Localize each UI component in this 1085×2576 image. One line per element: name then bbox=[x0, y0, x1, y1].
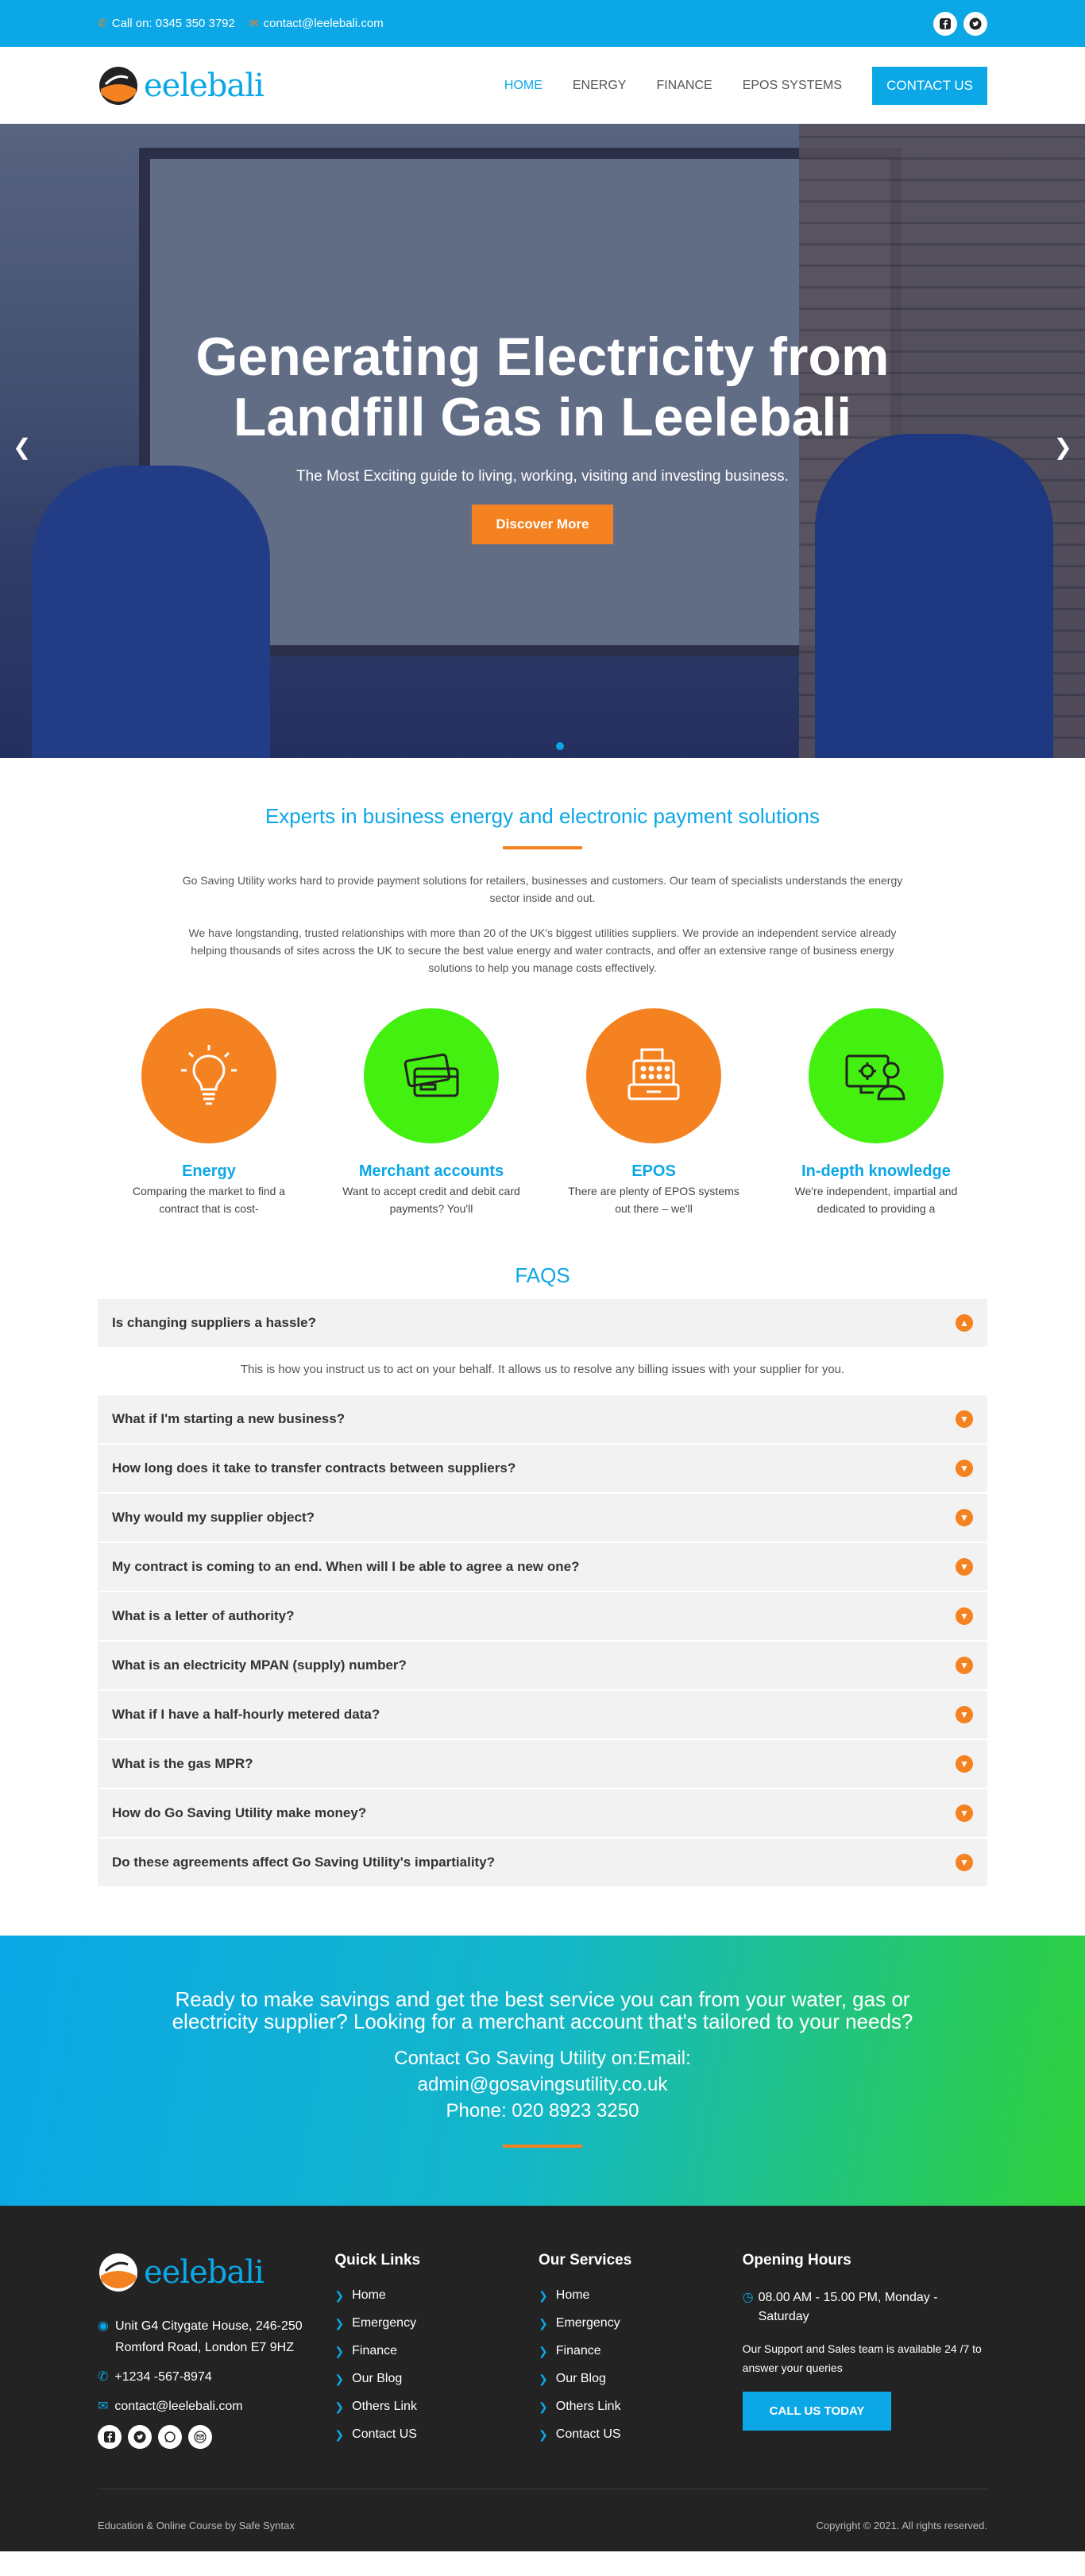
site-logo[interactable] bbox=[98, 65, 264, 106]
mail-icon[interactable] bbox=[188, 2425, 212, 2449]
feature-text: There are plenty of EPOS systems out there – we'll bbox=[568, 1185, 739, 1215]
site-footer bbox=[0, 2206, 1085, 2551]
facebook-icon[interactable] bbox=[933, 12, 957, 36]
faq-question[interactable] bbox=[98, 1642, 987, 1691]
top-contacts bbox=[98, 17, 384, 30]
footer-column-title: Opening Hours bbox=[742, 2252, 851, 2269]
footer-address: Unit G4 Citygate House, 246-250 Romford Road, London E7 9HZ bbox=[114, 2319, 303, 2354]
contact-us-button[interactable]: CONTACT US bbox=[872, 67, 987, 105]
faq-question-text: What is the gas MPR? bbox=[112, 1756, 253, 1771]
footer-link-label: Contact US bbox=[352, 2427, 417, 2441]
main-nav bbox=[504, 67, 987, 105]
faq-list bbox=[98, 1395, 987, 1888]
footer-bottom-bar bbox=[98, 2489, 987, 2532]
twitter-icon[interactable] bbox=[128, 2425, 152, 2449]
top-email[interactable] bbox=[249, 17, 384, 30]
nav-epos-systems[interactable]: EPOS SYSTEMS bbox=[742, 78, 843, 92]
footer-link-label: Others Link bbox=[555, 2400, 621, 2413]
faq-question[interactable] bbox=[98, 1740, 987, 1789]
footer-contact bbox=[98, 2315, 334, 2417]
feature-title: Energy bbox=[182, 1162, 236, 1180]
chevron-right-icon: ❯ bbox=[334, 2344, 345, 2357]
chevron-right-icon: ❯ bbox=[539, 2344, 548, 2357]
faq-question[interactable] bbox=[98, 1445, 987, 1494]
chevron-down-icon[interactable]: ▼ bbox=[956, 1607, 973, 1625]
chevron-down-icon[interactable]: ▼ bbox=[956, 1657, 973, 1674]
footer-link[interactable] bbox=[539, 2400, 743, 2414]
twitter-icon[interactable] bbox=[963, 12, 987, 36]
footer-link[interactable] bbox=[334, 2288, 539, 2303]
experts-heading: Experts in business energy and electronic payment solutions bbox=[264, 804, 821, 828]
hero-title-line1: Generating Electricity from bbox=[195, 327, 890, 387]
clock-icon: ◷ bbox=[742, 2291, 754, 2304]
chevron-down-icon[interactable]: ▼ bbox=[956, 1706, 973, 1723]
chevron-down-icon[interactable]: ▼ bbox=[956, 1410, 973, 1428]
discover-more-button[interactable]: Discover More bbox=[472, 505, 612, 544]
opening-hours-text: 08.00 AM - 15.00 PM, Monday - Saturday bbox=[758, 2291, 938, 2323]
top-email-text: contact@leelebali.com bbox=[263, 17, 384, 30]
footer-services bbox=[539, 2252, 743, 2455]
feature-title: EPOS bbox=[631, 1162, 676, 1180]
footer-credit: Education & Online Course by Safe Syntax bbox=[98, 2520, 295, 2532]
cash-register-icon bbox=[618, 1040, 689, 1112]
map-pin-icon: ◉ bbox=[98, 2319, 109, 2333]
facebook-icon[interactable] bbox=[98, 2425, 122, 2449]
features-row bbox=[98, 1008, 987, 1217]
footer-social bbox=[98, 2425, 334, 2449]
cta-phone: Phone: 020 8923 3250 bbox=[446, 2100, 639, 2122]
cta-contact-info bbox=[0, 2045, 1085, 2124]
footer-column-title: Quick Links bbox=[334, 2252, 421, 2269]
footer-logo[interactable] bbox=[98, 2252, 334, 2293]
footer-link-label: Contact US bbox=[555, 2427, 621, 2441]
chevron-down-icon[interactable]: ▼ bbox=[956, 1755, 973, 1773]
footer-link-label: Home bbox=[352, 2288, 386, 2302]
chevron-right-icon: ❯ bbox=[334, 2400, 345, 2413]
support-text: Our Support and Sales team is available 24 /7 to answer your queries bbox=[742, 2342, 982, 2374]
footer-opening-hours bbox=[743, 2252, 987, 2455]
lightbulb-icon bbox=[173, 1040, 245, 1112]
faq-question[interactable] bbox=[98, 1839, 987, 1888]
feature-energy[interactable] bbox=[98, 1008, 320, 1217]
faq-question-text: What is a letter of authority? bbox=[112, 1608, 295, 1623]
feature-title: In-depth knowledge bbox=[801, 1162, 951, 1180]
footer-link-label: Emergency bbox=[352, 2316, 417, 2330]
faq-question[interactable] bbox=[98, 1592, 987, 1642]
faq-question-text: Do these agreements affect Go Saving Utility's impartiality? bbox=[112, 1855, 496, 1870]
chevron-left-icon[interactable]: ❮ bbox=[13, 435, 32, 459]
footer-copyright: Copyright © 2021. All rights reserved. bbox=[816, 2520, 987, 2532]
faq-question[interactable] bbox=[98, 1543, 987, 1592]
chevron-right-icon: ❯ bbox=[539, 2400, 548, 2413]
footer-link[interactable] bbox=[334, 2316, 539, 2330]
footer-link-label: Others Link bbox=[352, 2400, 417, 2413]
chevron-down-icon[interactable]: ▼ bbox=[956, 1854, 973, 1871]
feature-merchant-accounts[interactable] bbox=[320, 1008, 542, 1217]
footer-link[interactable] bbox=[539, 2344, 743, 2358]
feature-text: Comparing the market to find a contract that is cost- bbox=[132, 1185, 286, 1215]
credit-card-icon bbox=[396, 1040, 467, 1112]
faq-question-text: How long does it take to transfer contracts between suppliers? bbox=[112, 1460, 516, 1476]
experts-paragraph-1: Go Saving Utility works hard to provide payment solutions for retailers, businesses and customers. Our team of specialists understands the energy sector inside and out. bbox=[182, 874, 903, 904]
faq-question-open[interactable] bbox=[98, 1299, 987, 1348]
chevron-down-icon[interactable]: ▼ bbox=[956, 1804, 973, 1822]
feature-title: Merchant accounts bbox=[358, 1162, 504, 1180]
cta-banner bbox=[0, 1936, 1085, 2206]
top-phone[interactable] bbox=[98, 17, 235, 30]
slider-dot[interactable] bbox=[556, 742, 564, 750]
footer-quick-links bbox=[334, 2252, 539, 2455]
nav-energy[interactable]: ENERGY bbox=[572, 78, 627, 92]
footer-link[interactable] bbox=[539, 2316, 743, 2330]
chevron-right-icon: ❯ bbox=[539, 2316, 548, 2330]
footer-link[interactable] bbox=[539, 2372, 743, 2386]
faq-question-text: Why would my supplier object? bbox=[112, 1510, 315, 1525]
feature-epos[interactable] bbox=[542, 1008, 765, 1217]
envelope-icon: ✉ bbox=[249, 17, 259, 29]
faq-question[interactable] bbox=[98, 1691, 987, 1740]
faq-question-text: What if I have a half-hourly metered data? bbox=[112, 1707, 380, 1722]
feature-in-depth-knowledge[interactable] bbox=[765, 1008, 987, 1217]
heading-divider bbox=[503, 846, 582, 849]
footer-about bbox=[98, 2252, 334, 2455]
cta-line-1: Contact Go Saving Utility on:Email: bbox=[394, 2048, 691, 2069]
faq-question-text: What if I'm starting a new business? bbox=[112, 1411, 346, 1426]
logo-text: eelebali bbox=[144, 2254, 264, 2291]
cta-divider bbox=[503, 2145, 582, 2148]
cta-email-link[interactable]: admin@gosavingsutility.co.uk bbox=[417, 2074, 668, 2095]
faq-question[interactable] bbox=[98, 1395, 987, 1445]
footer-link-label: Finance bbox=[555, 2344, 601, 2357]
faq-heading: FAQS bbox=[515, 1263, 570, 1287]
phone-icon: ✆ bbox=[98, 17, 107, 29]
footer-link-label: Home bbox=[555, 2288, 590, 2302]
hero-content bbox=[0, 327, 1085, 544]
cta-heading: Ready to make savings and get the best service you can from your water, gas or electricity supplier? Looking for a merchant account that's tailored to your needs? bbox=[172, 1987, 913, 2033]
footer-phone[interactable]: +1234 -567-8974 bbox=[114, 2370, 212, 2384]
top-phone-text: Call on: 0345 350 3792 bbox=[111, 17, 235, 30]
chevron-right-icon: ❯ bbox=[334, 2372, 345, 2385]
footer-link-label: Our Blog bbox=[555, 2372, 606, 2385]
chevron-right-icon[interactable]: ❯ bbox=[1053, 435, 1072, 459]
phone-icon: ✆ bbox=[98, 2370, 109, 2384]
footer-link-label: Our Blog bbox=[352, 2372, 403, 2385]
call-us-today-button[interactable]: CALL US TODAY bbox=[743, 2392, 892, 2431]
faq-question-text: Is changing suppliers a hassle? bbox=[112, 1315, 316, 1330]
footer-link[interactable] bbox=[334, 2372, 539, 2386]
expert-icon bbox=[840, 1040, 912, 1112]
logo-text: eelebali bbox=[144, 67, 264, 104]
footer-link[interactable] bbox=[334, 2344, 539, 2358]
feature-bubble bbox=[141, 1008, 276, 1143]
experts-paragraph-2: We have longstanding, trusted relationships with more than 20 of the UK's biggest utilities suppliers. We provide an independent service already helping thousands of sites across the UK to secure the best value energy and water contracts, and offer an extensive range of business energy solutions to help you manage costs effectively. bbox=[188, 926, 897, 974]
whatsapp-icon[interactable] bbox=[158, 2425, 182, 2449]
logo-mark-icon bbox=[98, 65, 139, 106]
feature-bubble bbox=[586, 1008, 721, 1143]
hero-title-line2: Landfill Gas in Leelebali bbox=[233, 387, 852, 447]
faq-question[interactable] bbox=[98, 1789, 987, 1839]
faq-question[interactable] bbox=[98, 1494, 987, 1543]
faq-question-text: My contract is coming to an end. When will I be able to agree a new one? bbox=[112, 1559, 580, 1574]
hero-slider bbox=[0, 124, 1085, 758]
chevron-down-icon[interactable]: ▼ bbox=[956, 1558, 973, 1576]
experts-section bbox=[0, 758, 1085, 1888]
footer-link[interactable] bbox=[334, 2427, 539, 2442]
nav-finance[interactable]: FINANCE bbox=[656, 78, 712, 92]
feature-bubble bbox=[809, 1008, 944, 1143]
chevron-down-icon[interactable]: ▼ bbox=[956, 1509, 973, 1526]
footer-link[interactable] bbox=[539, 2288, 743, 2303]
footer-email[interactable]: contact@leelebali.com bbox=[114, 2400, 243, 2413]
top-social bbox=[933, 12, 987, 36]
footer-link-label: Finance bbox=[352, 2344, 398, 2357]
envelope-icon: ✉ bbox=[98, 2400, 109, 2413]
chevron-right-icon: ❯ bbox=[334, 2427, 345, 2441]
faq-answer: This is how you instruct us to act on your behalf. It allows us to resolve any billing issues with your supplier for you. bbox=[240, 1363, 845, 1376]
nav-home[interactable]: HOME bbox=[504, 78, 542, 92]
footer-column-title: Our Services bbox=[539, 2252, 632, 2269]
feature-text: Want to accept credit and debit card payments? You'll bbox=[342, 1185, 520, 1215]
footer-link[interactable] bbox=[539, 2427, 743, 2442]
hero-subtitle: The Most Exciting guide to living, working, visiting and investing business. bbox=[296, 468, 789, 485]
faq-section bbox=[98, 1263, 987, 1888]
chevron-right-icon: ❯ bbox=[334, 2288, 345, 2302]
site-header bbox=[0, 47, 1085, 124]
logo-mark-icon bbox=[98, 2252, 139, 2293]
hero-title bbox=[0, 327, 1085, 447]
top-bar bbox=[0, 0, 1085, 47]
chevron-right-icon: ❯ bbox=[334, 2316, 345, 2330]
chevron-up-icon[interactable]: ▲ bbox=[956, 1314, 973, 1332]
feature-bubble bbox=[364, 1008, 499, 1143]
chevron-right-icon: ❯ bbox=[539, 2372, 548, 2385]
footer-link-label: Emergency bbox=[555, 2316, 620, 2330]
chevron-right-icon: ❯ bbox=[539, 2288, 548, 2302]
feature-text: We're independent, impartial and dedicated to providing a bbox=[794, 1185, 958, 1215]
footer-link[interactable] bbox=[334, 2400, 539, 2414]
chevron-down-icon[interactable]: ▼ bbox=[956, 1460, 973, 1477]
faq-question-text: What is an electricity MPAN (supply) number? bbox=[112, 1657, 407, 1673]
chevron-right-icon: ❯ bbox=[539, 2427, 548, 2441]
faq-question-text: How do Go Saving Utility make money? bbox=[112, 1805, 367, 1820]
